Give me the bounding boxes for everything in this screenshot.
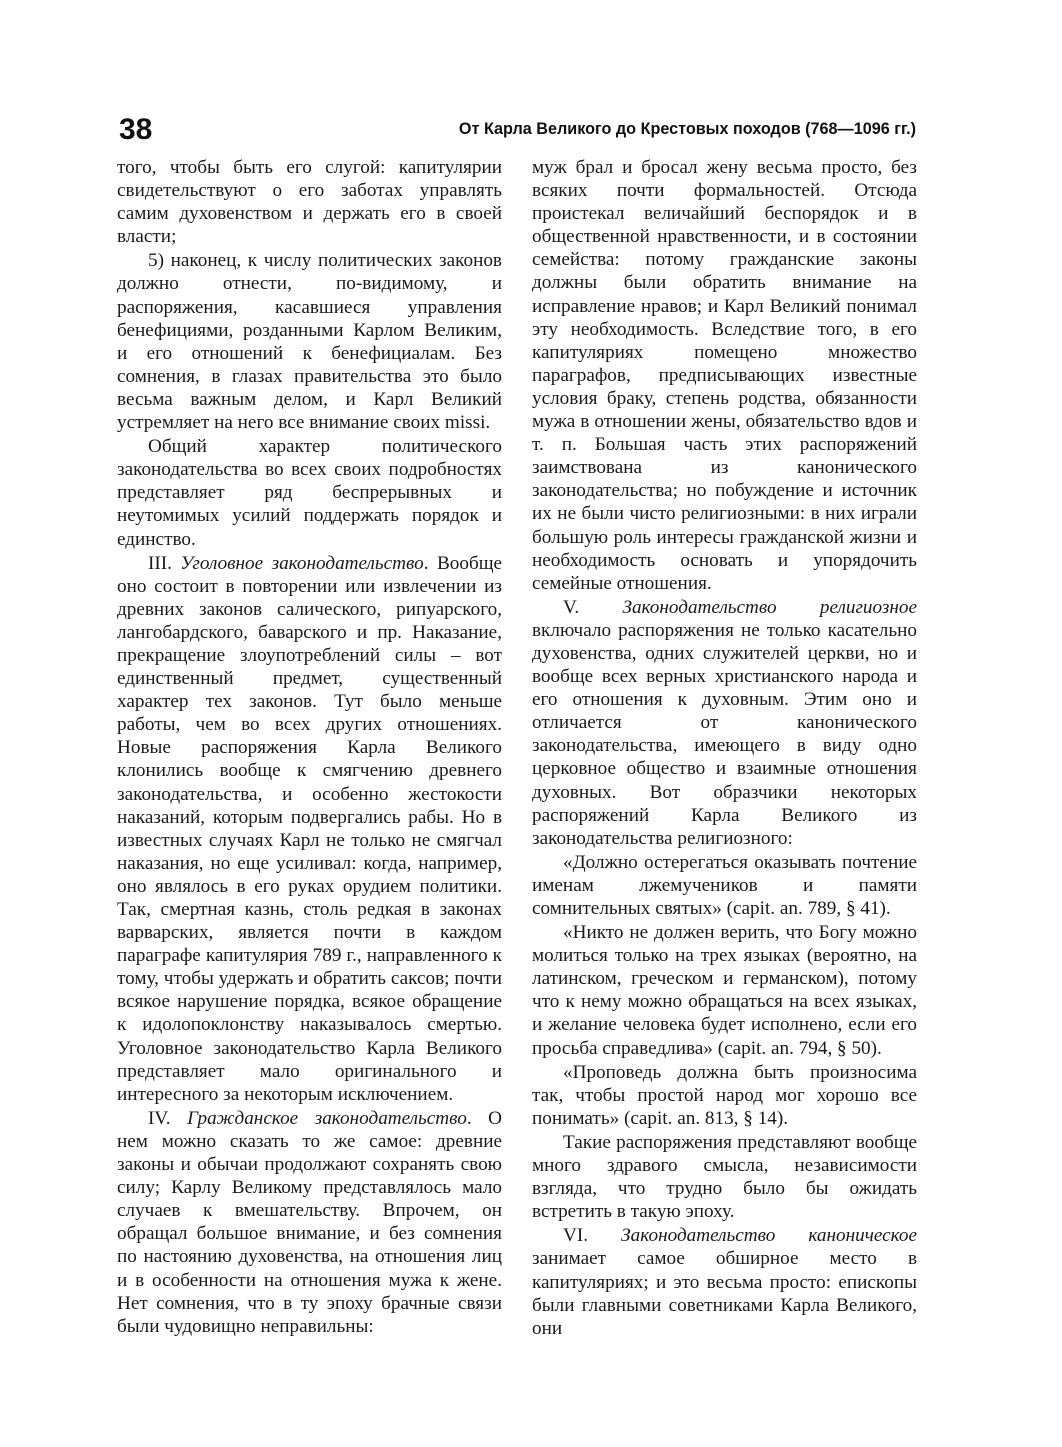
paragraph-religious-law bbox=[532, 596, 917, 850]
left-column bbox=[117, 156, 502, 1338]
section-number: V. bbox=[563, 596, 623, 618]
running-title: От Карла Великого до Крестовых походов (768—1096 гг.) bbox=[458, 120, 916, 138]
paragraph-text: включало распоряжения не только касательно духовенства, одних служителей церкви, но и вообще всех верных христианского народа и его отношения к духовным. Этим оно и отличается от канонического законодательства, имеющего в виду одно церковное общество и взаимные отношения духовных. Вот образчики некоторых распоряжений Карла Великого из законодательства религиозного: bbox=[532, 619, 917, 849]
section-heading-civil: Гражданское законодательство bbox=[187, 1107, 467, 1129]
page-header bbox=[119, 112, 916, 152]
section-number: III. bbox=[148, 552, 181, 574]
section-heading-criminal: Уголовное законодательство bbox=[180, 552, 424, 574]
paragraph-canon-law bbox=[532, 1224, 917, 1339]
paragraph-continuation: того, чтобы быть его слугой: капитулярии свидетельствуют о его заботах управлять самим духовенством и держать его в своей власти; bbox=[117, 157, 502, 248]
paragraph-continuation: муж брал и бросал жену весьма просто, без всяких почти формальностей. Отсюда проистекал величайший беспорядок и в общественной нравственности, и в состоянии семейства: потому гражданские законы должны были обратить внимание на исправление нравов; и Карл Великий понимал эту необходимость. Вследствие того, в его капитуляриях помещено множество параграфов, предписывающих известные условия браку, степень родства, обязанности мужа в отношении жены, обязательство вдов и т. п. Большая часть этих распоряжений заимствована из канонического законодательства; но побуждение и источник их не были чисто религиозными: в них играли большую роль интересы гражданской жизни и необходимость основать и упорядочить семейные отношения. bbox=[532, 157, 917, 594]
paragraph-criminal-law bbox=[117, 552, 502, 1106]
right-column bbox=[532, 156, 917, 1340]
section-heading-canon: Законодательство каноническое bbox=[621, 1225, 917, 1247]
paragraph-summary: Такие распоряжения представляют вообще много здравого смысла, независимости взгляда, что трудно было бы ожидать встретить в такую эпоху. bbox=[532, 1131, 917, 1223]
section-number: VI. bbox=[563, 1225, 622, 1247]
paragraph-text: занимает самое обширное место в капитуляриях; и это весьма просто: епископы были главными советниками Карла Великого, они bbox=[532, 1248, 917, 1339]
paragraph-text: . Вообще оно состоит в повторении или извлечении из древних законов салического, рипуарского, лангобардского, баварского и пр. Наказание, прекращение злоупотреблений силы – вот единственный предмет, существенный характер тех законов. Тут было меньше работы, чем во всех других отношениях. Новые распоряжения Карла Великого клонились вообще к смягчению древнего законодательства, и особенно жестокости наказаний, которым подвергались рабы. Но в известных случаях Карл не только не смягчал наказания, но еще усиливал: когда, например, оно являлось в его руках орудием политики. Так, смертная казнь, столь редкая в законах варварских, является почти в каждом параграфе капитулярия 789 г., направленного к тому, чтобы удержать и обратить саксов; почти всякое нарушение порядка, всякое обращение к идолопоклонству наказывалось смертью. Уголовное законодательство Карла Великого представляет мало оригинального и интересного за некоторым исключением. bbox=[117, 552, 502, 1105]
paragraph-civil-law bbox=[117, 1107, 502, 1338]
quote-2: «Никто не должен верить, что Богу можно молиться только на трех языках (вероятно, на латинском, греческом и германском), потому что к нему можно обращаться на всех языках, и желание человека будет исполнено, если его просьба справедлива» (capit. an. 794, § 50). bbox=[532, 922, 917, 1059]
quote-1: «Должно остерегаться оказывать почтение именам лжемучеников и памяти сомнительных святых» (capit. an. 789, § 41). bbox=[532, 851, 917, 919]
section-number: IV. bbox=[148, 1107, 188, 1129]
section-heading-religious: Законодательство религиозное bbox=[622, 596, 917, 618]
paragraph-item-5: 5) наконец, к числу политических законов должно отнести, по-видимому, и распоряжения, касавшиеся управления бенефициями, розданными Карлом Великим, и его отношений к бенефициалам. Без сомнения, в глазах правительства это было весьма важным делом, и Карл Великий устремляет на него все внимание своих missi. bbox=[117, 250, 502, 434]
page-number: 38 bbox=[119, 113, 153, 146]
paragraph-general-character bbox=[117, 435, 502, 550]
paragraph-text: . О нем можно сказать то же самое: древние законы и обычаи продолжают сохранять свою силу; Карлу Великому представлялось мало случаев к вмешательству. Впрочем, он обращал большое внимание, и без сомнения по настоянию духовенства, на отношения лиц и в особенности на отношения мужа к жене. Нет сомнения, что в ту эпоху брачные связи были чудовищно неправильны: bbox=[117, 1107, 502, 1337]
paragraph-text: Общий характер политического законодательства во всех своих подробностях представляет ряд беспрерывных и неутомимых усилий поддержать порядок и единство. bbox=[117, 436, 502, 550]
quote-3: «Проповедь должна быть произносима так, чтобы простой народ мог хорошо все понимать» (capit. an. 813, § 14). bbox=[532, 1061, 917, 1129]
